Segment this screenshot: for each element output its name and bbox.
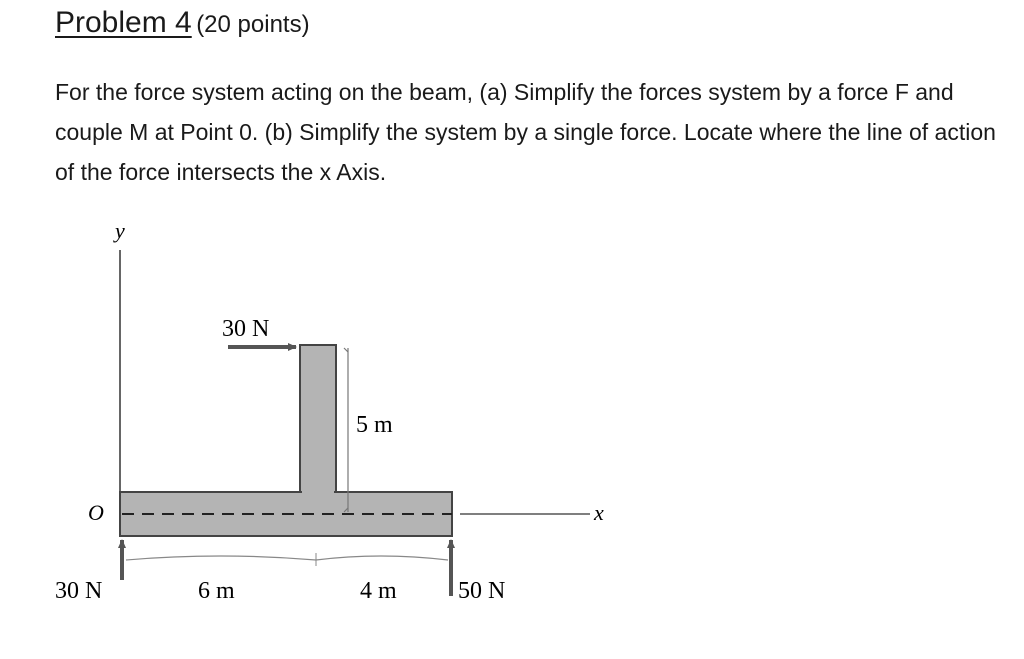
span-left-label: 6 m <box>198 578 235 604</box>
origin-label: O <box>88 500 104 525</box>
force-top-label: 30 N <box>222 316 270 342</box>
beam-joint-fill <box>302 490 334 498</box>
vertical-member <box>300 345 336 515</box>
force-left-label: 30 N <box>55 578 103 604</box>
span-dimension-line <box>126 556 448 560</box>
problem-title: Problem 4 <box>55 6 192 39</box>
problem-statement: For the force system acting on the beam, (a) Simplify the forces system by a force F and couple M at Point 0. (b) Simplify the system by a single force. Locate where the line of action of the force intersects the x Axis. <box>55 79 996 185</box>
y-axis-label: y <box>115 218 125 243</box>
force-right-label: 50 N <box>458 578 506 604</box>
problem-points: (20 points) <box>196 11 310 38</box>
x-axis-label: x <box>594 500 604 525</box>
span-right-label: 4 m <box>360 578 397 604</box>
height-dimension-label: 5 m <box>356 412 393 438</box>
